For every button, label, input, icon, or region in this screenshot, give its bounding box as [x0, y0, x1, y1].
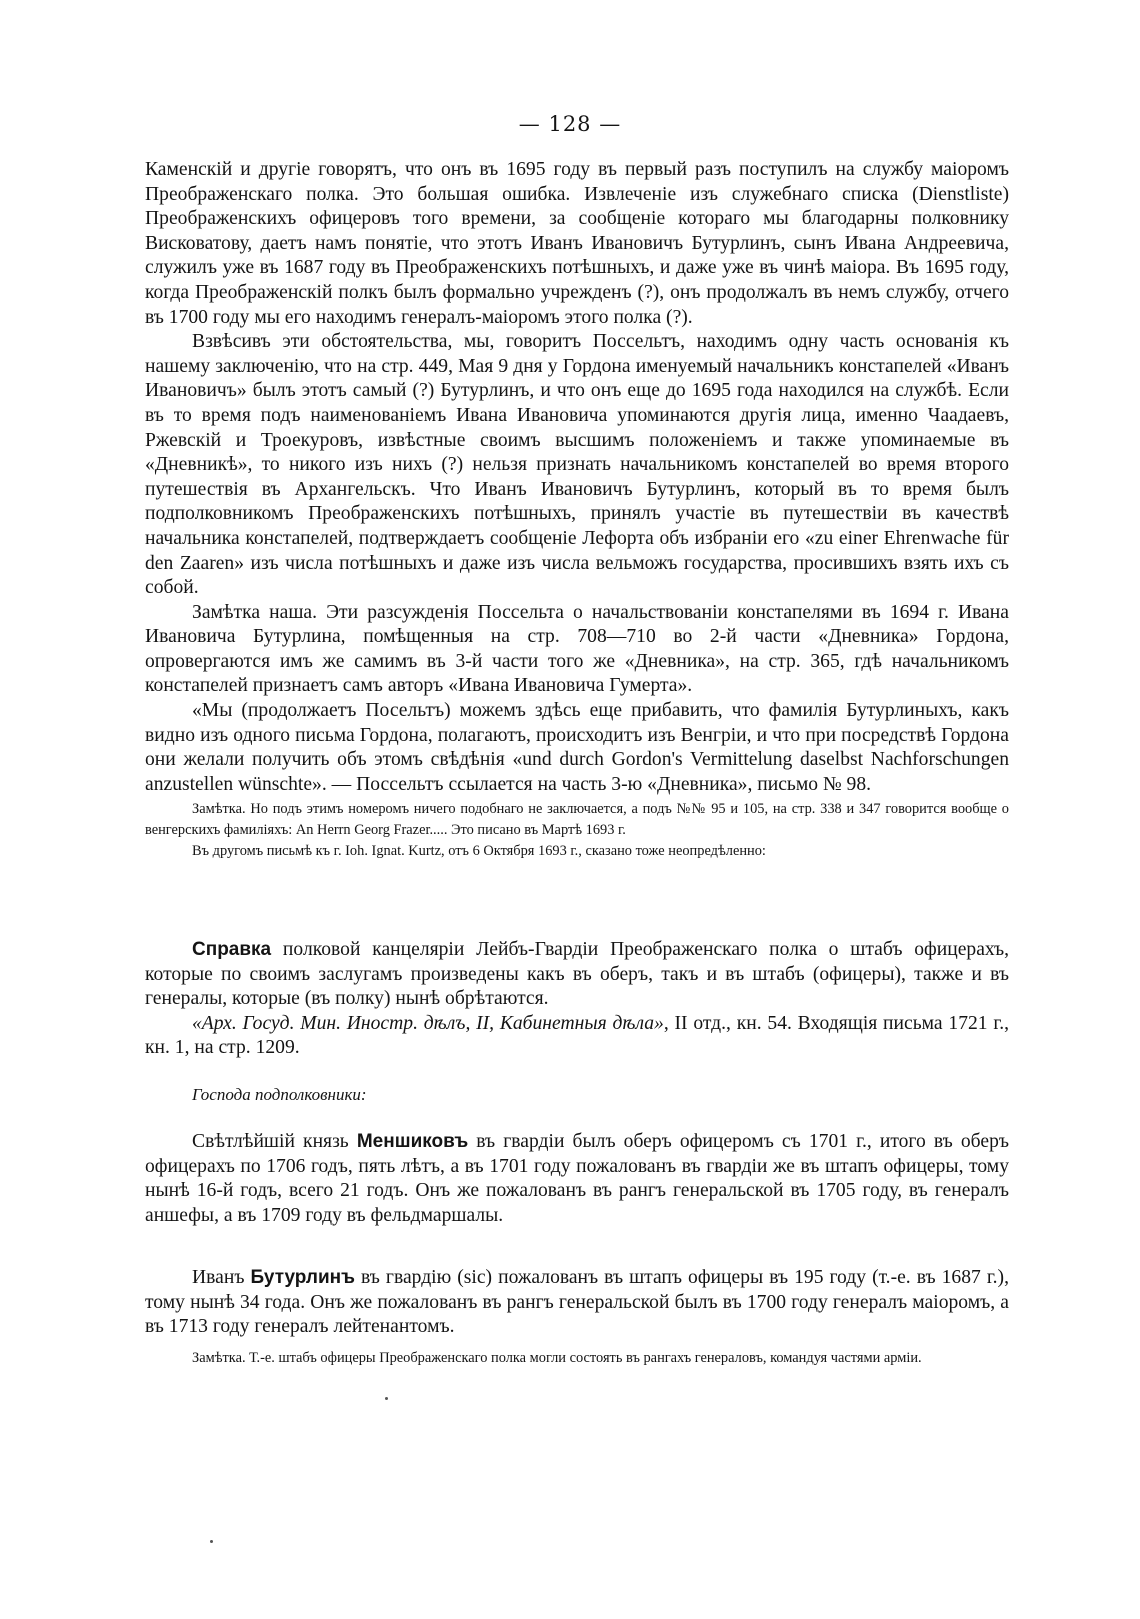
footnote-3: Замѣтка. Т.-е. штабъ офицеры Преображенскаго полка могли состоять въ рангахъ генераловъ, командуя частями арміи.: [192, 1349, 922, 1366]
paragraph-3: Замѣтка наша. Эти разсужденія Поссельта о начальствованіи констапелями въ 1694 г. Ивана Ивановича Бутурлина, помѣщенныя на стр. 708—710 во 2-й части «Дневника» Гордона, опровергаются имъ же самимъ въ 3-й части того же «Дневника», на стр. 365, гдѣ начальникомъ констапелей признаетъ самъ авторъ «Ивана Ивановича Гумерта».: [145, 601, 1009, 697]
main-text-block: [145, 158, 1009, 862]
page-number: — 128 —: [518, 112, 622, 136]
section-heading-block: [145, 1083, 1009, 1108]
spravka-paragraph: [145, 938, 1009, 1012]
paragraph-2: Взвѣсивъ эти обстоятельства, мы, говоритъ Поссельтъ, находимъ одну часть основанія къ нашему заключенію, что на стр. 449, Мая 9 дня у Гордона именуемый начальникъ констапелей «Иванъ Ивановичъ» былъ этотъ самый (?) Бутурлинъ, и что онъ еще до 1695 года находился на службѣ. Если въ то время подъ наименованіемъ Ивана Ивановича упоминаются другія лица, именно Чаадаевъ, Ржевскій и Троекуровъ, извѣстные своимъ высшимъ положеніемъ и также упоминаемые въ «Дневникѣ», то никого изъ нихъ (?) нельзя признать начальникомъ констапелей во время второго путешествія въ Архангельскъ. Что Иванъ Ивановичъ Бутурлинъ, который въ то время былъ подполковникомъ Преображенскихъ потѣшныхъ, принялъ участіе въ путешествіи въ качествѣ начальника констапелей, подтверждаетъ сообщеніе Лефорта объ избраніи его «zu einer Ehrenwache für den Zaaren» изъ числа потѣшныхъ и даже изъ числа вельможъ государства, просившихъ взять ихъ съ собой.: [145, 331, 1009, 599]
menshikov-name: Меншиковъ: [356, 1131, 469, 1152]
menshikov-paragraph: [145, 1130, 1009, 1228]
spravka-text: полковой канцеляріи Лейбъ-Гвардіи Преображенскаго полка о штабъ офицерахъ, которые по своимъ заслугамъ произведены какъ въ оберъ, такъ и въ штабъ (офицеры), также и въ генералы, которые (въ полку) нынѣ обрѣтаются.: [145, 939, 1009, 1010]
buturlin-block: [145, 1266, 1009, 1369]
buturlin-paragraph: [145, 1266, 1009, 1340]
menshikov-prefix: Свѣтлѣйшій князь: [192, 1131, 349, 1152]
source-italic: «Арх. Госуд. Мин. Иностр. дѣлъ, II, Кабинетныя дѣла»: [192, 1012, 664, 1034]
section-heading: Господа подполковники:: [192, 1085, 367, 1104]
print-speck: [210, 1540, 213, 1543]
print-speck: [385, 1397, 388, 1400]
source-reference: [145, 1012, 1009, 1061]
paragraph-4: «Мы (продолжаетъ Посельтъ) можемъ здѣсь еще прибавить, что фамилія Бутурлиныхъ, какъ видно изъ одного письма Гордона, полагаютъ, происходитъ изъ Венгріи, и что при посредствѣ Гордона они желали получить объ этомъ свѣдѣнія «und durch Gordon's Vermittelung daselbst Nachforschungen anzustellen wünschte». — Поссельтъ ссылается на часть 3-ю «Дневника», письмо № 98.: [145, 700, 1009, 795]
buturlin-prefix: Иванъ: [192, 1267, 245, 1288]
paragraph-1: Каменскій и другіе говорятъ, что онъ въ 1695 году въ первый разъ поступилъ на службу маіоромъ Преображенскаго полка. Это большая ошибка. Извлеченіе изъ служебнаго списка (Dienstliste) Преображенскихъ офицеровъ того времени, за сообщеніе котораго мы благодарны полковнику Висковатову, даетъ намъ понятіе, что этотъ Иванъ Ивановичъ Бутурлинъ, сынъ Ивана Андреевича, служилъ уже въ 1687 году въ Преображенскихъ потѣшныхъ, и даже уже въ чинѣ маіора. Въ 1695 году, когда Преображенскій полкъ былъ формально учрежденъ (?), онъ продолжалъ въ немъ службу, отчего въ 1700 году мы его находимъ генералъ-маіоромъ этого полка (?).: [145, 159, 1009, 328]
spravka-block: [145, 938, 1009, 1061]
source-rest: , II отд., кн. 54. Входящія письма 1721 г., кн. 1, на стр. 1209.: [145, 1012, 1009, 1059]
menshikov-text: въ гвардіи былъ оберъ офицеромъ съ 1701 г., итого въ оберъ офицерахъ по 1706 годъ, пять лѣтъ, а въ 1701 году пожалованъ въ гвардіи же въ штапъ офицеры, тому нынѣ 16-й годъ, всего 21 годъ. Онъ же пожалованъ въ рангъ генеральской въ 1705 году, въ генералъ аншефы, а въ 1709 году въ фельдмаршалы.: [145, 1131, 1010, 1226]
footnote-1: Замѣтка. Но подъ этимъ номеромъ ничего подобнаго не заключается, а подъ №№ 95 и 105, на стр. 338 и 347 говорится вообще о венгерскихъ фамиліяхъ: An Herrn Georg Frazer..... Это писано въ Мартѣ 1693 г.: [145, 801, 1009, 839]
buturlin-text: въ гвардію (sic) пожалованъ въ штапъ офицеры въ 195 году (т.-е. въ 1687 г.), тому нынѣ 34 года. Онъ же пожалованъ въ рангъ генеральской былъ въ 1700 году генералъ маіоромъ, а въ 1713 году генералъ лейтенантомъ.: [145, 1267, 1009, 1338]
menshikov-block: [145, 1130, 1009, 1228]
buturlin-name: Бутурлинъ: [250, 1267, 355, 1288]
footnote-2: Въ другомъ письмѣ къ г. Ioh. Ignat. Kurtz, отъ 6 Октября 1693 г., сказано тоже неопредѣленно:: [192, 843, 766, 860]
spravka-lead: Справка: [192, 939, 272, 960]
